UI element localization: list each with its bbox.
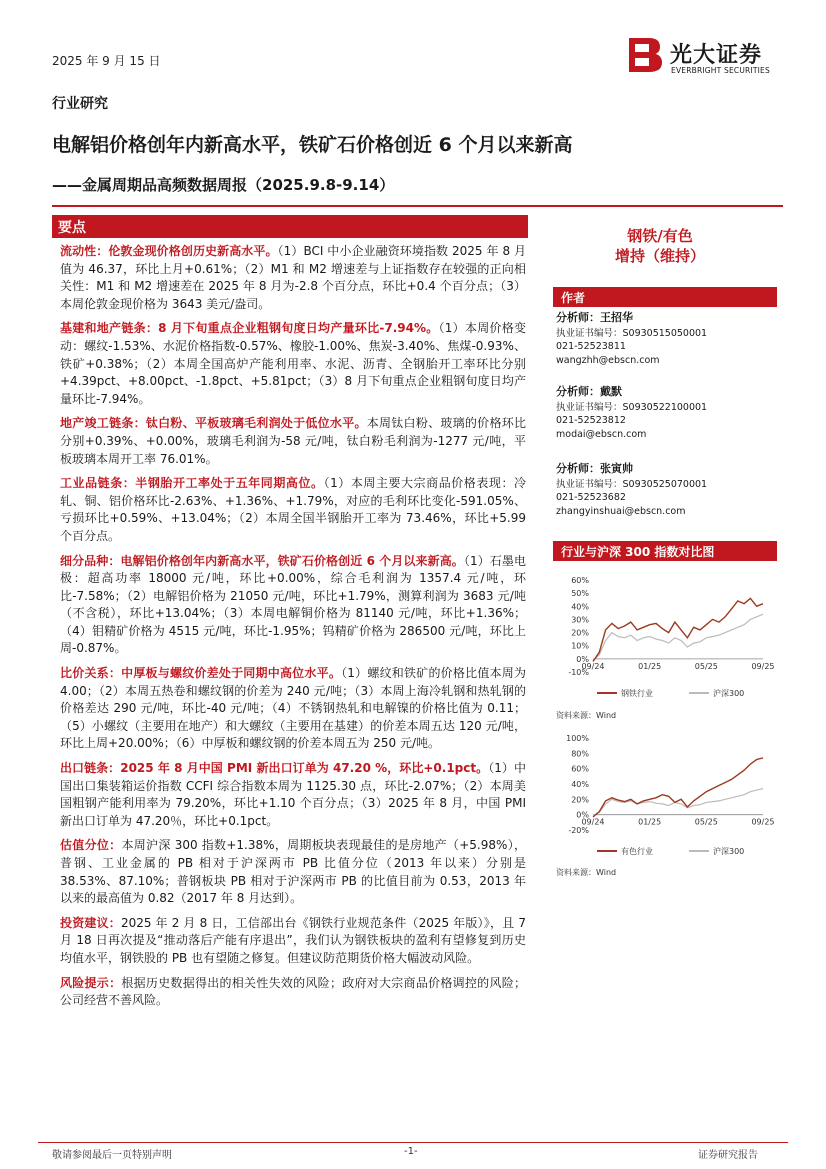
keypoints-divider <box>52 237 528 238</box>
x-tick-label: 09/24 <box>581 817 605 827</box>
analyst-card <box>556 462 780 518</box>
keypoints-header <box>52 215 528 237</box>
footer-disclaimer: 敬请参阅最后一页特别声明 <box>52 1150 172 1161</box>
paragraph-text: 本周钛白粉、玻璃的价格环比分别+0.39%、+0.00%，玻璃毛利润为-58 元/吨，钛白粉毛利润为-1277 元/吨，平板玻璃本周开工率 76.01%。 <box>60 416 526 466</box>
paragraph-risk <box>60 975 526 1010</box>
analyst-email[interactable]: wangzhh@ebscn.com <box>556 354 660 366</box>
page-number: -1- <box>404 1146 418 1157</box>
analyst-phone: 021-52523811 <box>556 341 626 352</box>
keypoints-heading: 要点 <box>58 220 86 236</box>
legend-label: 有色行业 <box>621 847 653 856</box>
report-date: 2025 年 9 月 15 日 <box>52 54 161 68</box>
series-line <box>593 614 763 660</box>
paragraph-lead: 工业品链条：半钢胎开工率处于五年同期高位。 <box>60 476 324 491</box>
paragraph-lead: 细分品种：电解铝价格创年内新高水平，铁矿石价格创近 6 个月以来新高。 <box>60 553 464 568</box>
chart-source: 资料来源：Wind <box>556 868 617 877</box>
x-tick-label: 01/25 <box>638 661 662 671</box>
paragraph-valuation <box>60 837 526 907</box>
y-tick-label: 20% <box>571 628 589 638</box>
nonferrous-vs-csi300-chart <box>553 732 779 862</box>
x-tick-label: 09/25 <box>751 661 775 671</box>
y-tick-label: 40% <box>571 602 589 612</box>
paragraph-lead: 流动性：伦敦金现价格创历史新高水平。 <box>60 244 278 258</box>
paragraph-text: （1）螺纹和铁矿的价格比值本周为 4.00；（2）本周五热卷和螺纹钢的价差为 240 元/吨；（3）本周上海冷轧钢和热轧钢的价格差达 290 元/吨，环比-40 元/吨；（4）不锈钢热轧和电解镍的价格比值为 0.11；（5）小螺纹（主要用在地产）和大螺纹（主要用在基建）的价差本周五达 120 元/吨，环比上周+20.00%；（6）中厚板和螺纹钢的价差本周五为 250 元/吨。 <box>60 666 526 751</box>
analyst-email[interactable]: zhangyinshuai@ebscn.com <box>556 505 686 517</box>
y-tick-label: 40% <box>571 780 589 789</box>
report-title: 电解铝价格创年内新高水平，铁矿石价格创近 6 个月以来新高 <box>52 134 573 156</box>
rating: 增持（维持） <box>614 247 705 265</box>
paragraph-text: 2025 年 2 月 8 日，工信部出台《钢铁行业规范条件（2025 年版）》，且 7 月 18 日再次提及“推动落后产能有序退出”，我们认为钢铁板块的盈利有望修复到历史均值水平，钢铁股的 PB 也有望随之修复。但建议防范期货价格大幅波动风险。 <box>60 915 526 965</box>
analyst-phone: 021-52523682 <box>556 492 626 503</box>
paragraph-liquidity <box>60 243 526 313</box>
analyst-cert: 执业证书编号：S0930522100001 <box>556 401 708 413</box>
y-tick-label: 20% <box>571 795 589 805</box>
paragraph-industrial <box>60 475 526 545</box>
paragraph-text: （1）本周主要大宗商品价格表现：冷轧、铜、铝价格环比-2.63%、+1.36%、+1.79%，对应的毛利环比变化-591.05%、亏损环比+0.59%、+13.04%；（2）本周全国半钢胎开工率为 73.46%，环比+5.99 个百分点。 <box>60 476 526 543</box>
analyst-name: 分析师：戴默 <box>556 385 622 398</box>
paragraph-investment-advice <box>60 915 526 968</box>
analyst-card <box>556 385 780 441</box>
paragraph-lead: 基建和地产链条：8 月下旬重点企业粗钢旬度日均产量环比-7.94%。 <box>60 321 439 336</box>
series-line <box>593 598 763 661</box>
paragraph-lead: 比价关系：中厚板与螺纹价差处于同期中高位水平。 <box>60 666 342 681</box>
y-tick-label: 60% <box>571 764 589 774</box>
paragraph-text: 本周沪深 300 指数+1.38%，周期板块表现最佳的是房地产（+5.98%），普钢、工业金属的 PB 相对于沪深两市 PB 比值分位（2013 年以来）分别是 38.53%、87.10%；普钢板块 PB 相对于沪深两市 PB 的比值目前为 0.53，2013 年以来的最高值为 0.82（2017 年 8 月达到）。 <box>60 838 526 906</box>
y-tick-label: 10% <box>571 641 589 651</box>
footer-label: 证券研究报告 <box>698 1150 758 1161</box>
paragraph-lead: 风险提示： <box>60 975 122 990</box>
analyst-email[interactable]: modai@ebscn.com <box>556 428 647 440</box>
chart-heading: 行业与沪深 300 指数对比图 <box>561 545 715 559</box>
paragraph-text: （1）石墨电极：超高功率 18000 元/吨，环比+0.00%，综合毛利润为 1357.4 元/吨，环比-7.58%；（2）电解铝价格为 21050 元/吨，环比+1.79%，测算利润为 3683 元/吨（不含税），环比+13.04%；（3）本周电解铜价格为 81140 元/吨，环比+1.36%；（4）钼精矿价格为 4515 元/吨，环比-1.95%；钨精矿价格为 286500 元/吨，环比上周-0.87%。 <box>60 553 526 656</box>
series-line <box>593 789 763 816</box>
chart-header <box>553 541 777 561</box>
authors-heading: 作者 <box>561 291 586 305</box>
chart-svg <box>553 574 779 704</box>
paragraph-property-completion <box>60 415 526 468</box>
x-tick-label: 05/25 <box>694 817 718 827</box>
paragraph-lead: 投资建议： <box>60 915 121 930</box>
y-tick-label: 60% <box>571 576 589 585</box>
title-divider <box>52 205 783 207</box>
steel-vs-csi300-chart <box>553 574 779 704</box>
y-tick-label: 80% <box>571 749 589 759</box>
paragraph-lead: 估值分位： <box>60 838 122 853</box>
paragraph-price-ratio <box>60 665 526 753</box>
paragraph-text: （1）BCI 中小企业融资环境指数 2025 年 8 月值为 46.37，环比上月+0.61%；（2）M1 和 M2 增速差与上证指数存在较强的正向相关性：M1 和 M2 增速差在 2025 年 8 月为-2.8 个百分点，环比+0.4 个百分点；（3）本周伦敦金现价格为 3643 美元/盎司。 <box>60 244 526 311</box>
analyst-name: 分析师：张寅帅 <box>556 462 633 475</box>
paragraph-infrastructure <box>60 320 526 408</box>
report-subtitle: ——金属周期品高频数据周报（2025.9.8-9.14） <box>52 176 395 194</box>
footer-divider <box>38 1142 788 1143</box>
y-tick-label: 0% <box>576 654 589 664</box>
paragraph-lead: 地产竣工链条：钛白粉、平板玻璃毛利润处于低位水平。 <box>60 416 367 431</box>
sector-rating <box>542 226 778 266</box>
y-tick-label: 50% <box>571 589 589 599</box>
y-tick-label: -10% <box>568 668 589 677</box>
series-line <box>593 758 763 817</box>
paragraph-lead: 出口链条：2025 年 8 月中国 PMI 新出口订单为 47.20 %，环比+0.1pct。 <box>60 761 489 776</box>
company-logo <box>626 36 786 82</box>
y-tick-label: -20% <box>568 826 589 835</box>
chart-svg <box>553 732 779 862</box>
paragraph-text: （1）中国出口集装箱运价指数 CCFI 综合指数本周为 1125.30 点，环比-2.07%；（2）本周美国粗钢产能利用率为 79.20%，环比+1.10 个百分点；（3）2025 年 8 月，中国 PMI 新出口订单为 47.20％，环比+0.1pct。 <box>60 761 526 828</box>
x-tick-label: 09/24 <box>581 661 605 671</box>
y-tick-label: 0% <box>576 810 589 820</box>
chart-source: 资料来源：Wind <box>556 711 617 720</box>
y-tick-label: 30% <box>571 615 589 625</box>
keypoints-body <box>60 243 526 1017</box>
paragraph-export <box>60 760 526 830</box>
logo-text-en: EVERBRIGHT SECURITIES <box>671 66 770 75</box>
authors-header <box>553 287 777 307</box>
analyst-cert: 执业证书编号：S0930515050001 <box>556 327 708 339</box>
y-tick-label: 100% <box>566 734 589 743</box>
x-tick-label: 05/25 <box>694 661 718 671</box>
legend-label: 沪深300 <box>713 689 745 698</box>
analyst-phone: 021-52523812 <box>556 415 626 426</box>
paragraph-text: （1）本周价格变动：螺纹-1.53%、水泥价格指数-0.57%、橡胶-1.00%、焦炭-3.40%、焦煤-0.93%、铁矿+0.38%；（2）本周全国高炉产能利用率、水泥、沥青、全钢胎开工率环比分别+4.39pct、+8.00pct、-1.8pct、+5.81pct；（3）8 月下旬重点企业粗钢旬度日均产量环比-7.94%。 <box>60 321 526 406</box>
paragraph-text: 根据历史数据得出的相关性失效的风险；政府对大宗商品价格调控的风险；公司经营不善风险。 <box>60 975 526 1008</box>
x-tick-label: 01/25 <box>638 817 662 827</box>
logo-text-cn: 光大证券 <box>670 43 763 68</box>
report-category: 行业研究 <box>52 96 108 112</box>
everbright-logo-icon <box>626 36 666 76</box>
analyst-card <box>556 311 780 367</box>
legend-label: 沪深300 <box>713 847 745 856</box>
legend-label: 钢铁行业 <box>621 689 653 698</box>
analyst-cert: 执业证书编号：S0930525070001 <box>556 478 708 490</box>
paragraph-subcategories <box>60 553 526 659</box>
analyst-name: 分析师：王招华 <box>556 311 633 324</box>
x-tick-label: 09/25 <box>751 817 775 827</box>
sector-name: 钢铁/有色 <box>627 227 693 245</box>
